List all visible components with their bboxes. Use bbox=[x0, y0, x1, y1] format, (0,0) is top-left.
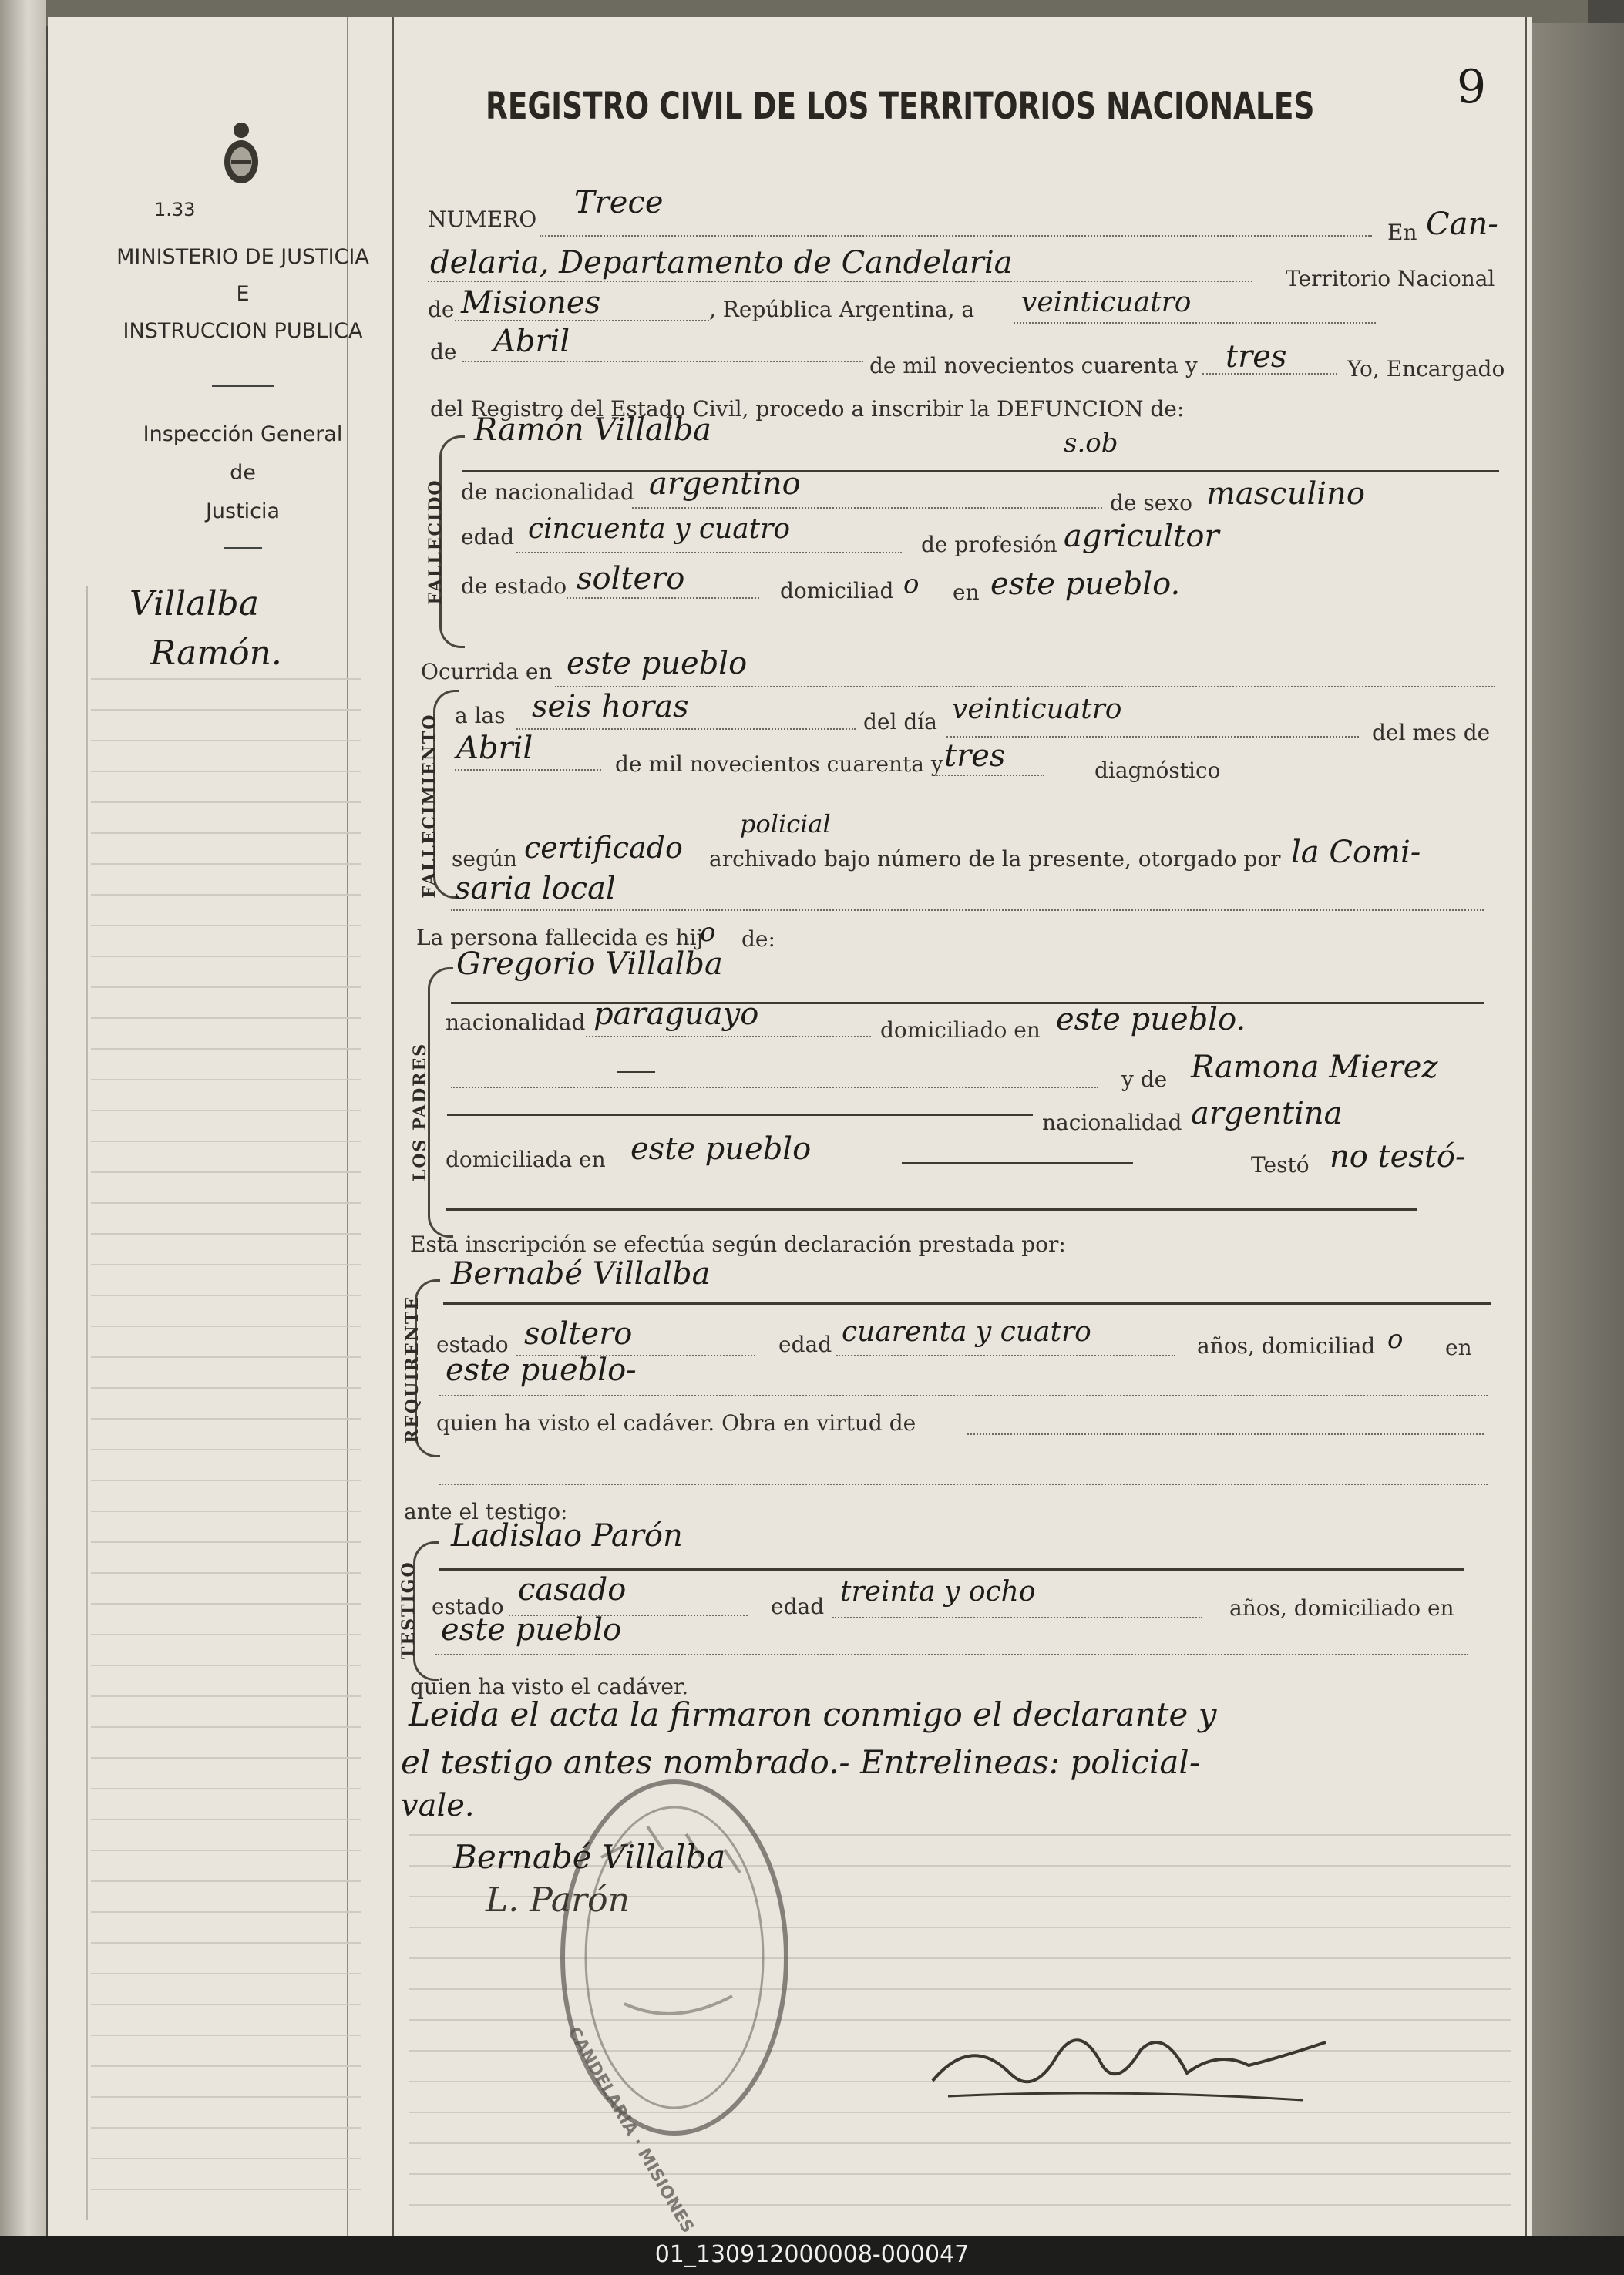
testigo-edad-label: edad bbox=[771, 1594, 825, 1619]
year-label: de mil novecientos cuarenta y bbox=[869, 353, 1198, 378]
dia-value: veinticuatro bbox=[952, 694, 1122, 725]
yo-label: Yo, Encargado bbox=[1347, 356, 1505, 381]
footer-image-id: 01_130912000008-000047 bbox=[654, 2241, 970, 2268]
sidebar-ruled-line bbox=[91, 1356, 361, 1358]
testo-label: Testó bbox=[1251, 1152, 1310, 1178]
ocurrida-line bbox=[555, 686, 1495, 687]
testigo-cadaver-label: quien ha visto el cadáver. bbox=[410, 1674, 689, 1699]
a-las-label: a las bbox=[455, 703, 506, 728]
obra-line bbox=[967, 1433, 1484, 1435]
domiciliado-suffix: o bbox=[903, 569, 920, 600]
inspection-line-1: Inspección General bbox=[143, 422, 343, 446]
ministry-line-3: INSTRUCCION PUBLICA bbox=[123, 319, 363, 343]
ocurrida-value: este pueblo bbox=[567, 646, 748, 681]
sidebar-ruled-line bbox=[91, 956, 361, 957]
deceased-margin-note: s.ob bbox=[1064, 428, 1118, 459]
padres-section-label: LOS PADRES bbox=[410, 1042, 430, 1182]
anio-line bbox=[936, 775, 1044, 776]
signature-declarante: Bernabé Villalba bbox=[453, 1838, 726, 1876]
estado-label: de estado bbox=[461, 573, 567, 599]
padre-domicilio: este pueblo. bbox=[1056, 1002, 1246, 1037]
sidebar-ruled-line bbox=[91, 2096, 361, 2098]
sidebar-ruled-line bbox=[91, 1387, 361, 1389]
requirente-nombre: Bernabé Villalba bbox=[451, 1256, 711, 1292]
sexo-value: masculino bbox=[1206, 476, 1365, 512]
nacionalidad-label: de nacionalidad bbox=[461, 479, 634, 505]
requirente-edad-label: edad bbox=[778, 1332, 832, 1357]
sidebar-ruled-line bbox=[91, 2158, 361, 2159]
testigo-section-label: TESTIGO bbox=[398, 1561, 419, 1659]
profesion-value: agricultor bbox=[1064, 519, 1219, 554]
padres-brace bbox=[428, 967, 453, 1238]
obra-line-2 bbox=[439, 1484, 1488, 1485]
sidebar-ruled-line bbox=[91, 1911, 361, 1913]
ocurrida-label: Ocurrida en bbox=[421, 659, 553, 684]
segun-label: según bbox=[452, 846, 517, 872]
place-value: delaria, Departamento de Candelaria bbox=[430, 245, 1013, 281]
testo-value: no testó- bbox=[1330, 1139, 1466, 1174]
testigo-rule bbox=[439, 1568, 1464, 1571]
sidebar-ruled-line bbox=[91, 1480, 361, 1481]
testigo-edad: treinta y ocho bbox=[840, 1576, 1036, 1608]
inspection-line-3: Justicia bbox=[205, 499, 281, 523]
requirente-section-label: REQUIRENTE bbox=[402, 1295, 422, 1443]
sidebar-ruled-line bbox=[91, 1819, 361, 1820]
profesion-label: de profesión bbox=[921, 532, 1057, 557]
sidebar-ruled-line bbox=[91, 1017, 361, 1019]
page-number: 9 bbox=[1457, 60, 1487, 114]
sidebar-ruled-line bbox=[91, 1511, 361, 1512]
sidebar-ruled-line bbox=[91, 1233, 361, 1235]
sidebar-ruled-line bbox=[91, 1295, 361, 1296]
month-line bbox=[462, 361, 863, 362]
de2-label: de bbox=[430, 339, 457, 365]
place-line bbox=[428, 281, 1252, 282]
territory-line bbox=[455, 320, 709, 321]
edad-line bbox=[516, 552, 902, 553]
sidebar-ruled-line bbox=[91, 1264, 361, 1265]
archivado-label: archivado bajo número de la presente, otorgado por bbox=[709, 846, 1281, 872]
anio-value: tres bbox=[944, 738, 1006, 774]
domicilio-value: este pueblo. bbox=[990, 566, 1181, 602]
sidebar-ruled-line bbox=[91, 1695, 361, 1697]
domiciliado-label: domiciliad bbox=[780, 578, 894, 603]
sidebar-ruled-line bbox=[91, 1942, 361, 1944]
sidebar-ruled-line bbox=[91, 2035, 361, 2036]
sidebar-ruled-line bbox=[91, 1634, 361, 1635]
requirente-cadaver-label: quien ha visto el cadáver. Obra en virtud de bbox=[436, 1410, 916, 1436]
nacionalidad-value: argentino bbox=[649, 466, 801, 502]
year-value: tres bbox=[1226, 339, 1287, 375]
interlineado-value: policial bbox=[740, 809, 831, 838]
sidebar-ruled-line bbox=[91, 1202, 361, 1204]
closing-line-2: el testigo antes nombrado.- Entrelineas: policial- bbox=[401, 1743, 1201, 1781]
anio-label: de mil novecientos cuarenta y bbox=[615, 751, 943, 777]
right-cover-edge bbox=[1530, 23, 1624, 2250]
estado-line bbox=[567, 597, 759, 599]
numero-label: NUMERO bbox=[428, 207, 537, 232]
inspection-line-2: de bbox=[230, 461, 256, 485]
fallecido-section-label: FALLECIDO bbox=[425, 479, 446, 605]
requirente-intro: Esta inscripción se efectúa según declaración prestada por: bbox=[410, 1232, 1066, 1257]
sidebar-ruled-line bbox=[91, 1048, 361, 1050]
sidebar-ruled-line bbox=[91, 925, 361, 926]
requirente-domicilio: este pueblo- bbox=[446, 1353, 637, 1388]
deceased-name: Ramón Villalba bbox=[474, 412, 712, 448]
madre-domicilio: este pueblo bbox=[630, 1131, 812, 1167]
deceased-name-rule bbox=[462, 470, 1499, 472]
year-line bbox=[1202, 373, 1337, 375]
sidebar-left-rule bbox=[86, 586, 88, 2220]
certificado-value: certificado bbox=[524, 831, 683, 865]
sidebar-surname: Villalba bbox=[129, 584, 259, 623]
fallecimiento-section-label: FALLECIMIENTO bbox=[419, 713, 440, 899]
sidebar-ruled-line bbox=[91, 1757, 361, 1759]
sidebar-ruled-line bbox=[91, 1449, 361, 1450]
ministry-line-1: MINISTERIO DE JUSTICIA bbox=[116, 245, 369, 269]
register-title: REGISTRO CIVIL DE LOS TERRITORIOS NACIONALES bbox=[486, 85, 1315, 128]
requirente-edad-line bbox=[836, 1355, 1175, 1356]
sidebar-ruled-line bbox=[91, 1880, 361, 1882]
sidebar-ruled-line bbox=[91, 801, 361, 803]
requirente-en-label: en bbox=[1445, 1335, 1472, 1360]
sidebar-ruled-line bbox=[91, 832, 361, 834]
sidebar-ruled-line bbox=[91, 2189, 361, 2190]
form-left-border bbox=[347, 17, 348, 2236]
sidebar-ruled-line bbox=[91, 709, 361, 711]
testigo-domicilio-line bbox=[435, 1654, 1468, 1655]
sidebar-ruled-line bbox=[91, 1171, 361, 1173]
sidebar-dash-2 bbox=[224, 547, 262, 549]
padre-domiciliado-label: domiciliado en bbox=[880, 1017, 1041, 1043]
requirente-domicilio-line bbox=[439, 1395, 1488, 1396]
sidebar-ruled-line bbox=[91, 1418, 361, 1420]
signature-testigo: L. Parón bbox=[486, 1880, 630, 1920]
numero-value: Trece bbox=[574, 185, 664, 220]
padre-nombre: Gregorio Villalba bbox=[456, 946, 723, 982]
requirente-estado-label: estado bbox=[436, 1332, 509, 1357]
diagnostico-label: diagnóstico bbox=[1094, 758, 1221, 783]
en-label: En bbox=[1387, 220, 1417, 245]
ministry-line-2: E bbox=[236, 282, 250, 306]
testigo-edad-line bbox=[832, 1617, 1202, 1618]
nacionalidad-padre-label: nacionalidad bbox=[446, 1010, 586, 1035]
registry-seal-stamp bbox=[555, 1773, 794, 2142]
day-line bbox=[1014, 322, 1376, 324]
otorgado-line bbox=[451, 909, 1484, 911]
madre-nacionalidad: argentina bbox=[1191, 1096, 1343, 1131]
requirente-rule bbox=[443, 1302, 1491, 1305]
sidebar-ruled-line bbox=[91, 1665, 361, 1666]
otorgado-value-2: saria local bbox=[455, 871, 616, 906]
sidebar-ruled-line bbox=[91, 1110, 361, 1111]
closing-line-3: vale. bbox=[401, 1788, 475, 1823]
sidebar-ruled-line bbox=[91, 986, 361, 988]
form-ruled-line bbox=[409, 2173, 1511, 2175]
form-right-border bbox=[1525, 17, 1527, 2236]
sidebar-ruled-line bbox=[91, 894, 361, 896]
registry-text: del Registro del Estado Civil, procedo a inscribir la DEFUNCION de: bbox=[430, 396, 1185, 422]
sidebar-ruled-line bbox=[91, 1541, 361, 1543]
territorio-label: Territorio Nacional bbox=[1286, 266, 1495, 291]
requirente-edad: cuarenta y cuatro bbox=[842, 1316, 1091, 1348]
madre-nombre: Ramona Mierez bbox=[1191, 1050, 1438, 1085]
closing-line-1: Leida el acta la firmaron conmigo el declarante y bbox=[409, 1695, 1217, 1733]
testigo-domicilio: este pueblo bbox=[441, 1612, 622, 1648]
nacionalidad-line bbox=[632, 507, 1102, 509]
testigo-anios-label: años, domiciliado en bbox=[1229, 1595, 1454, 1621]
testigo-estado-label: estado bbox=[432, 1594, 504, 1619]
sexo-label: de sexo bbox=[1110, 490, 1192, 516]
domiciliada-label: domiciliada en bbox=[446, 1147, 606, 1172]
sidebar-ruled-line bbox=[91, 740, 361, 741]
edad-label: edad bbox=[461, 524, 515, 549]
coat-of-arms-icon bbox=[220, 119, 262, 189]
day-value: veinticuatro bbox=[1021, 287, 1192, 318]
territory-value: Misiones bbox=[461, 285, 601, 321]
y-de-label: y de bbox=[1121, 1067, 1168, 1092]
padres-closing-rule bbox=[446, 1208, 1417, 1211]
sidebar-ruled-line bbox=[91, 2127, 361, 2129]
hora-line bbox=[516, 728, 856, 730]
sidebar-given-name: Ramón. bbox=[150, 633, 282, 673]
sidebar-ruled-line bbox=[91, 1973, 361, 1974]
padre-nacionalidad-line bbox=[586, 1036, 871, 1037]
sidebar-ruled-line bbox=[91, 1079, 361, 1080]
testigo-estado: casado bbox=[518, 1572, 627, 1608]
padres-intro-suffix: o bbox=[700, 917, 716, 948]
y-de-line bbox=[451, 1087, 1098, 1088]
del-dia-label: del día bbox=[863, 709, 937, 734]
sidebar-dash bbox=[212, 385, 274, 387]
edad-value: cincuenta y cuatro bbox=[528, 513, 791, 545]
domicilio-en-label: en bbox=[953, 580, 980, 605]
otorgado-value: la Comi- bbox=[1291, 835, 1421, 870]
sidebar-small-mark: 1.33 bbox=[154, 199, 196, 220]
sidebar-ruled-line bbox=[91, 1572, 361, 1574]
seal-text: CANDELARIA · MISIONES bbox=[563, 2024, 698, 2236]
sidebar-ruled-line bbox=[91, 1603, 361, 1605]
sidebar-ruled-line bbox=[91, 1141, 361, 1142]
sidebar-ruled-line bbox=[91, 678, 361, 680]
padre-nacionalidad: paraguayo bbox=[593, 996, 759, 1032]
padre-extra-dash bbox=[617, 1071, 655, 1073]
padres-intro-label: La persona fallecida es hij bbox=[416, 925, 704, 950]
requirente-domiciliado-suffix: o bbox=[1387, 1324, 1404, 1355]
sidebar-ruled-line bbox=[91, 2065, 361, 2067]
sidebar-divider bbox=[392, 17, 394, 2236]
en-value: Can- bbox=[1426, 207, 1498, 242]
requirente-estado: soltero bbox=[524, 1316, 633, 1352]
sidebar-ruled-line bbox=[91, 1326, 361, 1327]
nacionalidad-madre-label: nacionalidad bbox=[1042, 1110, 1182, 1135]
sidebar-ruled-line bbox=[91, 771, 361, 772]
republica-label: , República Argentina, a bbox=[709, 297, 975, 322]
sidebar-ruled-line bbox=[91, 1788, 361, 1789]
de-label: de bbox=[428, 297, 455, 322]
mes-line bbox=[455, 769, 601, 771]
madre-blank-rule bbox=[447, 1114, 1033, 1116]
form-ruled-line bbox=[409, 2142, 1511, 2144]
sidebar-ruled-line bbox=[91, 1850, 361, 1851]
sidebar-ruled-line bbox=[91, 1726, 361, 1728]
madre-domicilio-rule bbox=[902, 1162, 1133, 1164]
padres-intro-end: de: bbox=[741, 926, 775, 952]
dia-line bbox=[946, 736, 1359, 738]
requirente-anios-label: años, domiciliad bbox=[1197, 1333, 1376, 1359]
sidebar-ruled-line bbox=[91, 2004, 361, 2005]
numero-line bbox=[540, 235, 1372, 237]
hora-value: seis horas bbox=[532, 689, 689, 724]
mes-value: Abril bbox=[456, 731, 533, 766]
form-ruled-line bbox=[409, 2204, 1511, 2206]
month-value: Abril bbox=[493, 324, 570, 359]
testigo-intro: ante el testigo: bbox=[404, 1499, 568, 1524]
testigo-nombre: Ladislao Parón bbox=[451, 1518, 683, 1554]
sidebar-ruled-line bbox=[91, 863, 361, 865]
del-mes-label: del mes de bbox=[1372, 720, 1491, 745]
estado-value: soltero bbox=[577, 561, 685, 596]
left-page-edge bbox=[0, 0, 46, 2250]
